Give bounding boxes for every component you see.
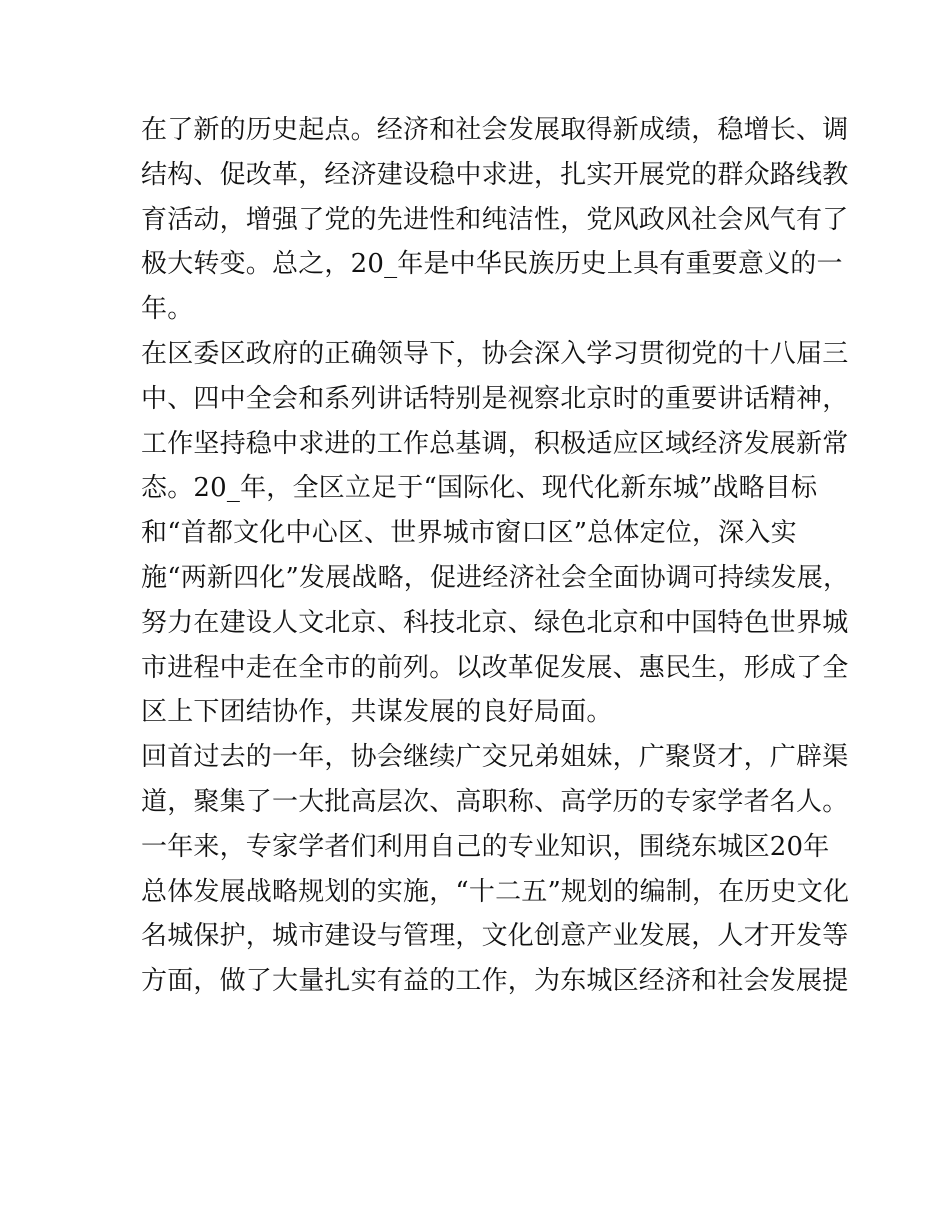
document-page bbox=[141, 108, 850, 1004]
text-line: 道，聚集了一大批高层次、高职称、高学历的专家学者名人。 bbox=[141, 786, 849, 817]
text-line: 回首过去的一年，协会继续广交兄弟姐妹，广聚贤才，广辟渠 bbox=[141, 742, 849, 773]
text-line: 工作坚持稳中求进的工作总基调，积极适应区域经济发展新常 bbox=[141, 428, 849, 459]
text-line: 育活动，增强了党的先进性和纯洁性，党风政风社会风气有了 bbox=[141, 204, 849, 235]
text-line: 结构、促改革，经济建设稳中求进，扎实开展党的群众路线教 bbox=[141, 159, 849, 190]
text-line: 和“首都文化中心区、世界城市窗口区”总体定位，深入实 bbox=[141, 518, 797, 549]
text-line: 区上下团结协作，共谋发展的良好局面。 bbox=[141, 697, 613, 728]
text-line: 态。20_年，全区立足于“国际化、现代化新东城”战略目标 bbox=[141, 473, 818, 504]
text-line: 市进程中走在全市的前列。以改革促发展、惠民生，形成了全 bbox=[141, 652, 849, 683]
paragraph-1 bbox=[141, 108, 849, 332]
text-line: 努力在建设人文北京、科技北京、绿色北京和中国特色世界城 bbox=[141, 607, 849, 638]
text-line: 在区委区政府的正确领导下，协会深入学习贯彻党的十八届三 bbox=[141, 338, 849, 369]
text-line: 方面，做了大量扎实有益的工作，为东城区经济和社会发展提 bbox=[141, 966, 849, 997]
text-line: 中、四中全会和系列讲话特别是视察北京时的重要讲话精神， bbox=[141, 383, 849, 414]
text-line: 总体发展战略规划的实施，“十二五”规划的编制，在历史文化 bbox=[141, 876, 850, 907]
paragraph-2 bbox=[141, 332, 850, 735]
paragraph-3 bbox=[141, 735, 850, 1004]
text-line: 在了新的历史起点。经济和社会发展取得新成绩，稳增长、调 bbox=[141, 115, 849, 145]
text-line: 极大转变。总之，20_年是中华民族历史上具有重要意义的一 bbox=[141, 249, 843, 280]
text-line: 施“两新四化”发展战略，促进经济社会全面协调可持续发展， bbox=[141, 562, 850, 593]
text-line: 年。 bbox=[141, 294, 194, 325]
text-line: 一年来，专家学者们利用自己的专业知识，围绕东城区20年 bbox=[141, 831, 830, 862]
text-line: 名城保护，城市建设与管理，文化创意产业发展，人才开发等 bbox=[141, 921, 849, 952]
